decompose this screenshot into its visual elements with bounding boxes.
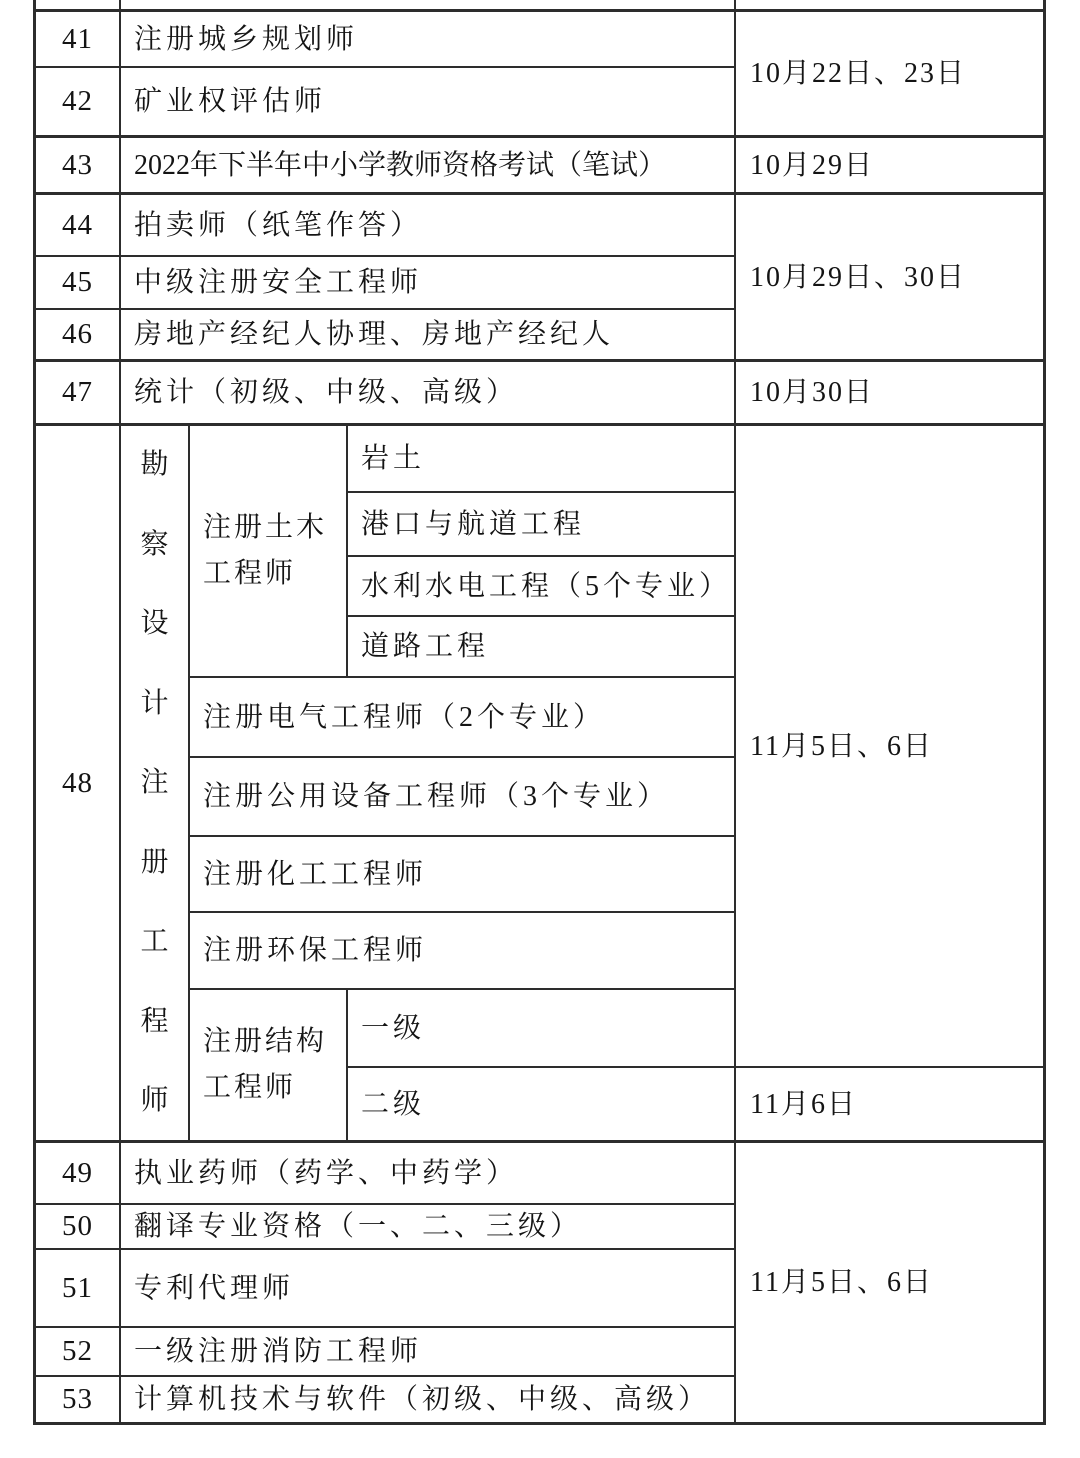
row-48-specialty-road: 道路工程 [348,617,736,678]
row-44-number: 44 [36,195,121,257]
row-42-name: 矿业权评估师 [121,68,736,138]
prev-row-date-cell-partial [736,0,1043,12]
row-48-category-text: 勘察设计注册工程师 [140,449,169,1117]
row-48-structural-engineer-text: 注册结构工程师 [203,1026,328,1103]
prev-row-number-cell-partial [36,0,121,12]
row-48-civil-engineer-text: 注册土木工程师 [203,512,328,589]
date-rows-41-42: 10月22日、23日 [736,12,1043,138]
row-46-name: 房地产经纪人协理、房地产经纪人 [121,310,736,362]
row-47-name: 统计（初级、中级、高级） [121,362,736,426]
row-48-civil-engineer-label [190,426,348,678]
row-47-number: 47 [36,362,121,426]
row-48-specialty-port-waterway: 港口与航道工程 [348,493,736,557]
row-43-name: 2022年下半年中小学教师资格考试（笔试） [121,138,736,195]
row-50-name: 翻译专业资格（一、二、三级） [121,1205,736,1250]
row-41-name: 注册城乡规划师 [121,12,736,68]
row-43-number: 43 [36,138,121,195]
row-45-name: 中级注册安全工程师 [121,257,736,310]
date-row-48-level2: 11月6日 [736,1068,1043,1143]
row-48-environmental-engineer: 注册环保工程师 [190,913,736,990]
row-48-category-vertical-label [121,426,190,1143]
date-rows-44-46: 10月29日、30日 [736,195,1043,362]
row-48-specialty-geotechnical: 岩土 [348,426,736,493]
exam-schedule-table [33,0,1046,1425]
row-48-specialty-water-conservancy: 水利水电工程（5个专业） [348,557,736,617]
date-row-47: 10月30日 [736,362,1043,426]
row-53-number: 53 [36,1377,121,1422]
row-48-electrical-engineer: 注册电气工程师（2个专业） [190,678,736,758]
row-49-number: 49 [36,1143,121,1205]
row-41-number: 41 [36,12,121,68]
row-48-structural-engineer-label [190,990,348,1143]
date-row-48-main: 11月5日、6日 [736,426,1043,1068]
row-51-number: 51 [36,1250,121,1328]
row-48-structural-level-1: 一级 [348,990,736,1068]
row-44-name: 拍卖师（纸笔作答） [121,195,736,257]
prev-row-name-cell-partial [121,0,736,12]
row-45-number: 45 [36,257,121,310]
row-51-name: 专利代理师 [121,1250,736,1328]
row-46-number: 46 [36,310,121,362]
row-50-number: 50 [36,1205,121,1250]
row-48-public-equipment-engineer: 注册公用设备工程师（3个专业） [190,758,736,837]
row-48-structural-level-2: 二级 [348,1068,736,1143]
date-row-43: 10月29日 [736,138,1043,195]
row-48-chemical-engineer: 注册化工工程师 [190,837,736,913]
row-48-number: 48 [36,426,121,1143]
date-rows-49-53: 11月5日、6日 [736,1143,1043,1422]
row-49-name: 执业药师（药学、中药学） [121,1143,736,1205]
row-52-name: 一级注册消防工程师 [121,1328,736,1377]
row-53-name: 计算机技术与软件（初级、中级、高级） [121,1377,736,1422]
row-42-number: 42 [36,68,121,138]
row-52-number: 52 [36,1328,121,1377]
